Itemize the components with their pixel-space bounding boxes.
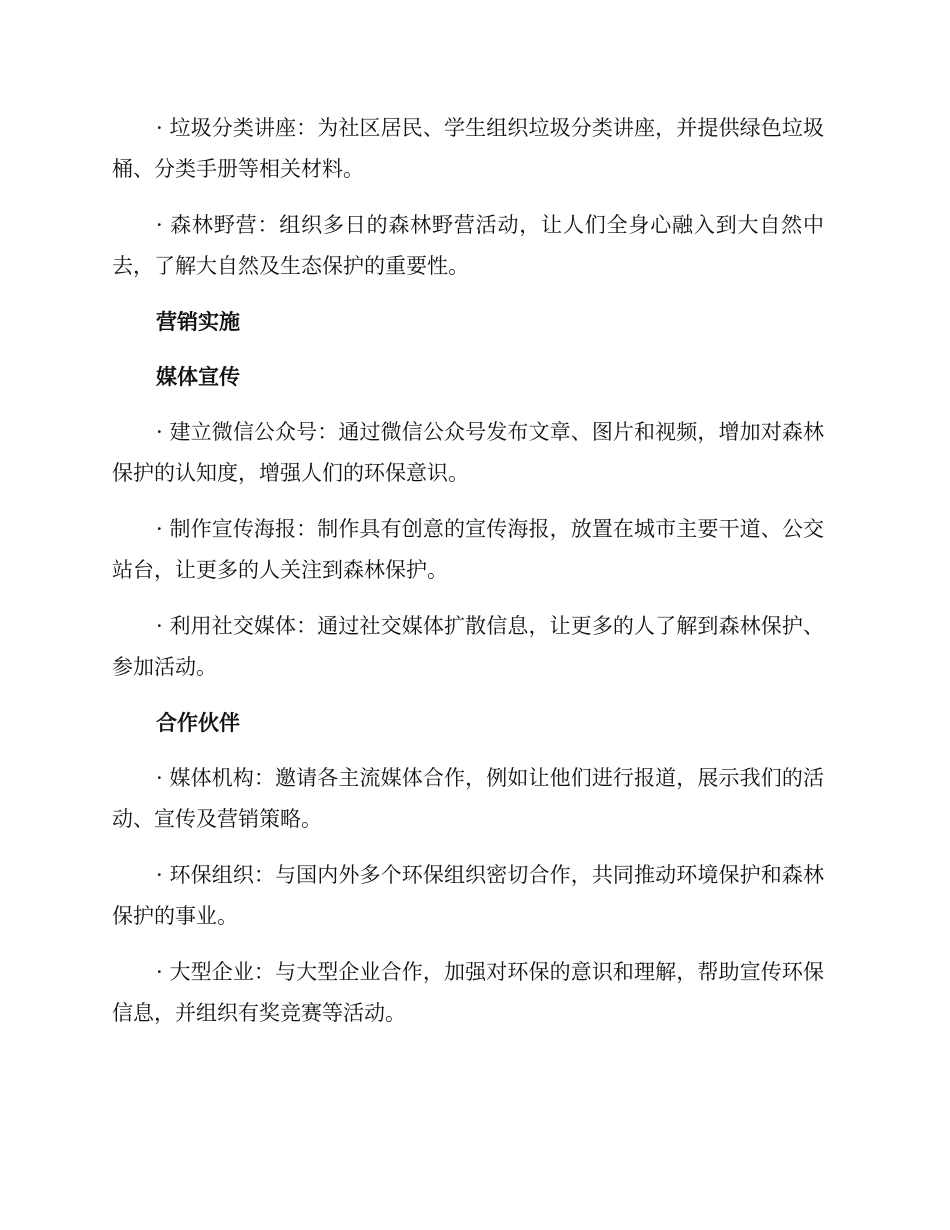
section-heading-media-promotion: 媒体宣传 <box>156 365 240 389</box>
section-heading-marketing-implementation: 营销实施 <box>156 310 240 334</box>
bullet-paragraph-wechat-account: · 建立微信公众号：通过微信公众号发布文章、图片和视频，增加对森林保护的认知度，增强人们的环保意识。 <box>112 420 824 485</box>
bullet-paragraph-posters: · 制作宣传海报：制作具有创意的宣传海报，放置在城市主要干道、公交站台，让更多的人关注到森林保护。 <box>112 517 824 582</box>
section-heading-partners: 合作伙伴 <box>156 711 240 735</box>
bullet-paragraph-garbage-sorting-lecture: · 垃圾分类讲座：为社区居民、学生组织垃圾分类讲座，并提供绿色垃圾桶、分类手册等相关材料。 <box>112 116 824 181</box>
bullet-paragraph-social-media: · 利用社交媒体：通过社交媒体扩散信息，让更多的人了解到森林保护、参加活动。 <box>112 614 824 679</box>
document-body <box>112 108 824 1049</box>
bullet-paragraph-environmental-organizations: · 环保组织：与国内外多个环保组织密切合作，共同推动环境保护和森林保护的事业。 <box>112 863 824 928</box>
bullet-paragraph-media-institutions: · 媒体机构：邀请各主流媒体合作，例如让他们进行报道，展示我们的活动、宣传及营销策略。 <box>112 766 824 831</box>
bullet-paragraph-large-enterprises: · 大型企业：与大型企业合作，加强对环保的意识和理解，帮助宣传环保信息，并组织有奖竞赛等活动。 <box>112 960 824 1025</box>
bullet-paragraph-forest-camping: · 森林野营：组织多日的森林野营活动，让人们全身心融入到大自然中去，了解大自然及生态保护的重要性。 <box>112 213 824 278</box>
